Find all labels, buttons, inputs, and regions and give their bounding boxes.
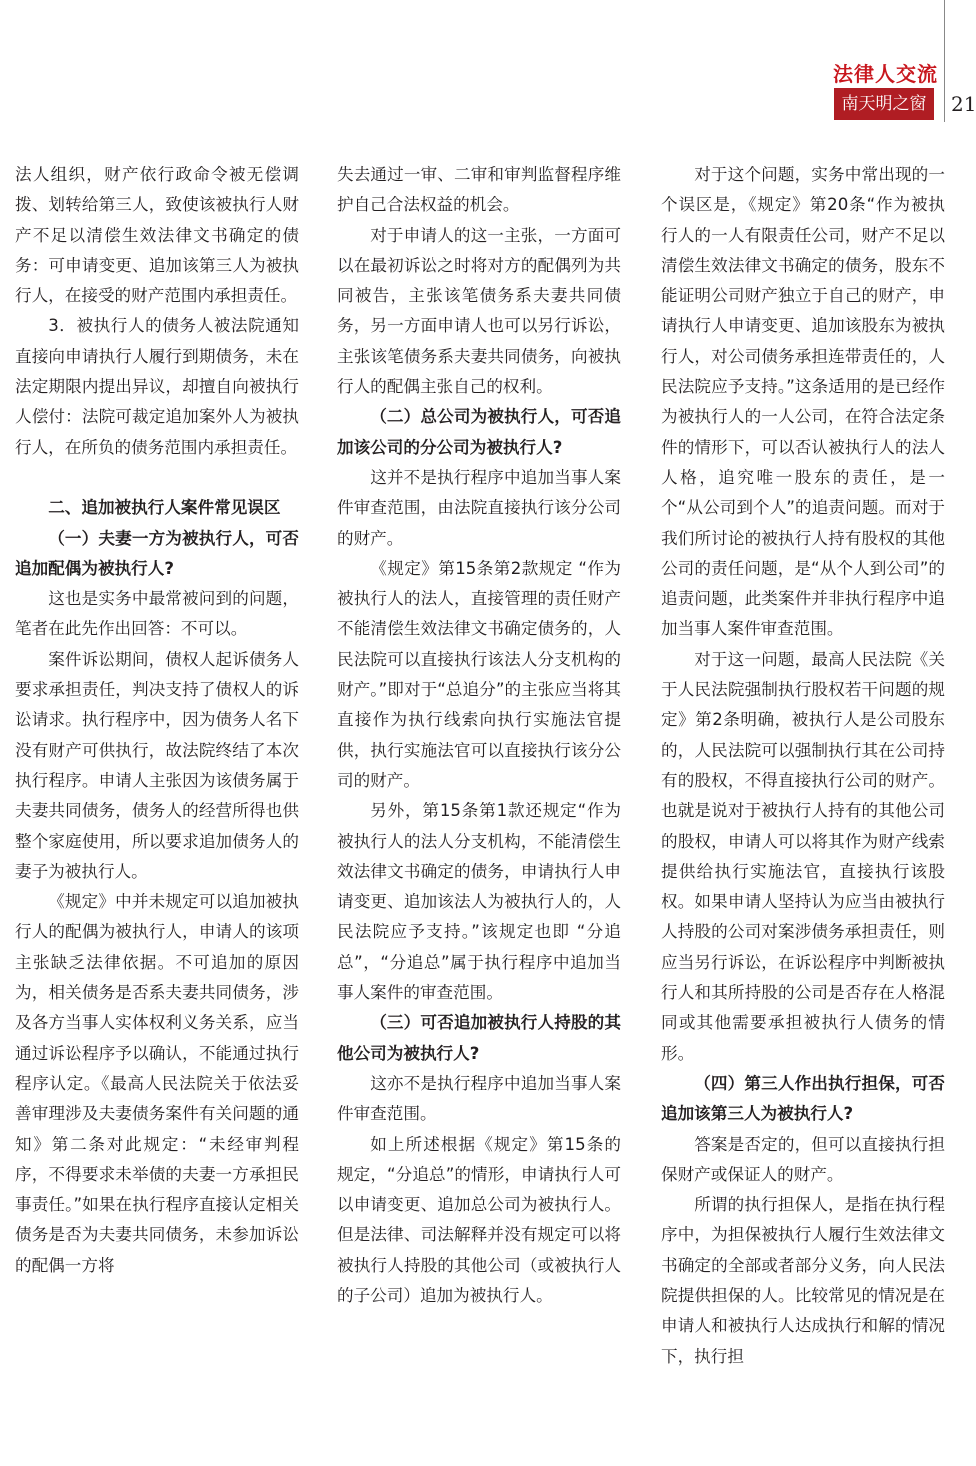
body-paragraph: 对于这个问题，实务中常出现的一个误区是，《规定》第20条“作为被执行人的一人有限责任公司，财产不足以清偿生效法律文书确定的债务，股东不能证明公司财产独立于自己的财产，申请执行人申请变更、追加该股东为被执行人，对公司债务承担连带责任的，人民法院应予支持。”这条适用的是已经作为被执行人的一人公司，在符合法定条件的情形下，可以否认被执行人的法人人格，追究唯一股东的责任，是一个“从公司到个人”的追责问题。而对于我们所讨论的被执行人持有股权的其他公司的责任问题，是“从个人到公司”的追责问题，此类案件并非执行程序中追加当事人案件审查范围。 (661, 165, 945, 639)
column-name-badge: 南天明之窗 (834, 88, 934, 120)
header-divider (944, 0, 945, 122)
body-paragraph: 答案是否定的，但可以直接执行担保财产或保证人的财产。 (661, 1134, 945, 1184)
body-paragraph: 对于这一问题，最高人民法院《关于人民法院强制执行股权若干问题的规定》第2条明确，被执行人是公司股东的，人民法院可以强制执行其在公司持有的股权，不得直接执行公司的财产。也就是说对于被执行人持有的其他公司的股权，申请人可以将其作为财产线索提供给执行实施法官，直接执行该股权。如果申请人坚持认为应当由被执行人持股的公司对案涉债务承担责任，则应当另行诉讼，在诉讼程序中判断被执行人和其所持股的公司是否存在人格混同或其他需要承担被执行人债务的情形。 (661, 649, 945, 1063)
body-paragraph: 《规定》中并未规定可以追加被执行人的配偶为被执行人，申请人的该项主张缺乏法律依据。不可追加的原因为，相关债务是否系夫妻共同债务，涉及各方当事人实体权利义务关系，应当通过诉讼程序予以确认，不能通过执行程序认定。《最高人民法院关于依法妥善审理涉及夫妻债务案件有关问题的通知》第二条对此规定：“未经审判程序，不得要求未举债的夫妻一方承担民事责任。”如果在执行程序直接认定相关债务是否为夫妻共同债务，未参加诉讼的配偶一方将 (15, 892, 299, 1275)
body-paragraph: 案件诉讼期间，债权人起诉债务人要求承担责任，判决支持了债权人的诉讼请求。执行程序中，因为债务人名下没有财产可供执行，故法院终结了本次执行程序。申请人主张因为该债务属于夫妻共同债务，债务人的经营所得也供整个家庭使用，所以要求追加债务人的妻子为被执行人。 (15, 649, 299, 881)
body-paragraph: 另外，第15条第1款还规定“作为被执行人的法人分支机构，不能清偿生效法律文书确定的债务，申请执行人申请变更、追加该法人为被执行人的，人民法院应予支持。”该规定也即 “分追总”，“分追总”属于执行程序中追加当事人案件的审查范围。 (337, 801, 621, 1003)
section-heading: 二、追加被执行人案件常见误区 (48, 498, 281, 518)
section-heading: （四）第三人作出执行担保，可否追加该第三人为被执行人? (661, 1073, 945, 1124)
section-heading: （一）夫妻一方为被执行人，可否追加配偶为被执行人? (15, 528, 299, 578)
body-paragraph: 3．被执行人的债务人被法院通知直接向申请执行人履行到期债务，未在法定期限内提出异议，却擅自向被执行人偿付：法院可裁定追加案外人为被执行人，在所负的债务范围内承担责任。 (15, 316, 299, 457)
body-paragraph: 对于申请人的这一主张，一方面可以在最初诉讼之时将对方的配偶列为共同被告，主张该笔债务系夫妻共同债务，另一方面申请人也可以另行诉讼，主张该笔债务系夫妻共同债务，向被执行人的配偶主张自己的权利。 (337, 225, 621, 397)
body-paragraph: 法人组织，财产依行政命令被无偿调拨、划转给第三人，致使该被执行人财产不足以清偿生效法律文书确定的债务：可申请变更、追加该第三人为被执行人，在接受的财产范围内承担责任。 (15, 165, 299, 306)
section-heading: （三）可否追加被执行人持股的其他公司为被执行人? (337, 1013, 621, 1063)
text-column-2 (337, 160, 621, 1311)
body-paragraph: 如上所述根据《规定》第15条的规定，“分追总”的情形，申请执行人可以申请变更、追加总公司为被执行人。但是法律、司法解释并没有规定可以将被执行人持股的其他公司（或被执行人的子公司）追加为被执行人。 (337, 1134, 621, 1305)
body-paragraph: 失去通过一审、二审和审判监督程序维护自己合法权益的机会。 (337, 165, 621, 215)
text-column-3 (661, 160, 945, 1372)
body-paragraph: 这也是实务中最常被问到的问题，笔者在此先作出回答：不可以。 (15, 589, 299, 639)
body-paragraph: 《规定》第15条第2款规定 “作为被执行人的法人，直接管理的责任财产不能清偿生效法律文书确定债务的，人民法院可以直接执行该法人分支机构的财产。”即对于“总追分”的主张应当将其直接作为执行线索向执行实施法官提供，执行实施法官可以直接执行该分公司的财产。 (337, 558, 621, 790)
text-column-1 (15, 160, 299, 1281)
body-paragraph: 所谓的执行担保人，是指在执行程序中，为担保被执行人履行生效法律文书确定的全部或者部分义务，向人民法院提供担保的人。比较常见的情况是在申请人和被执行人达成执行和解的情况下，执行担 (661, 1195, 945, 1366)
body-paragraph: 这亦不是执行程序中追加当事人案件审查范围。 (337, 1073, 621, 1124)
section-title: 法律人交流 (833, 62, 938, 86)
body-paragraph: 这并不是执行程序中追加当事人案件审查范围，由法院直接执行该分公司的财产。 (337, 467, 621, 548)
section-heading: （二）总公司为被执行人，可否追加该公司的分公司为被执行人? (337, 407, 621, 457)
page-number: 21 (951, 92, 976, 116)
